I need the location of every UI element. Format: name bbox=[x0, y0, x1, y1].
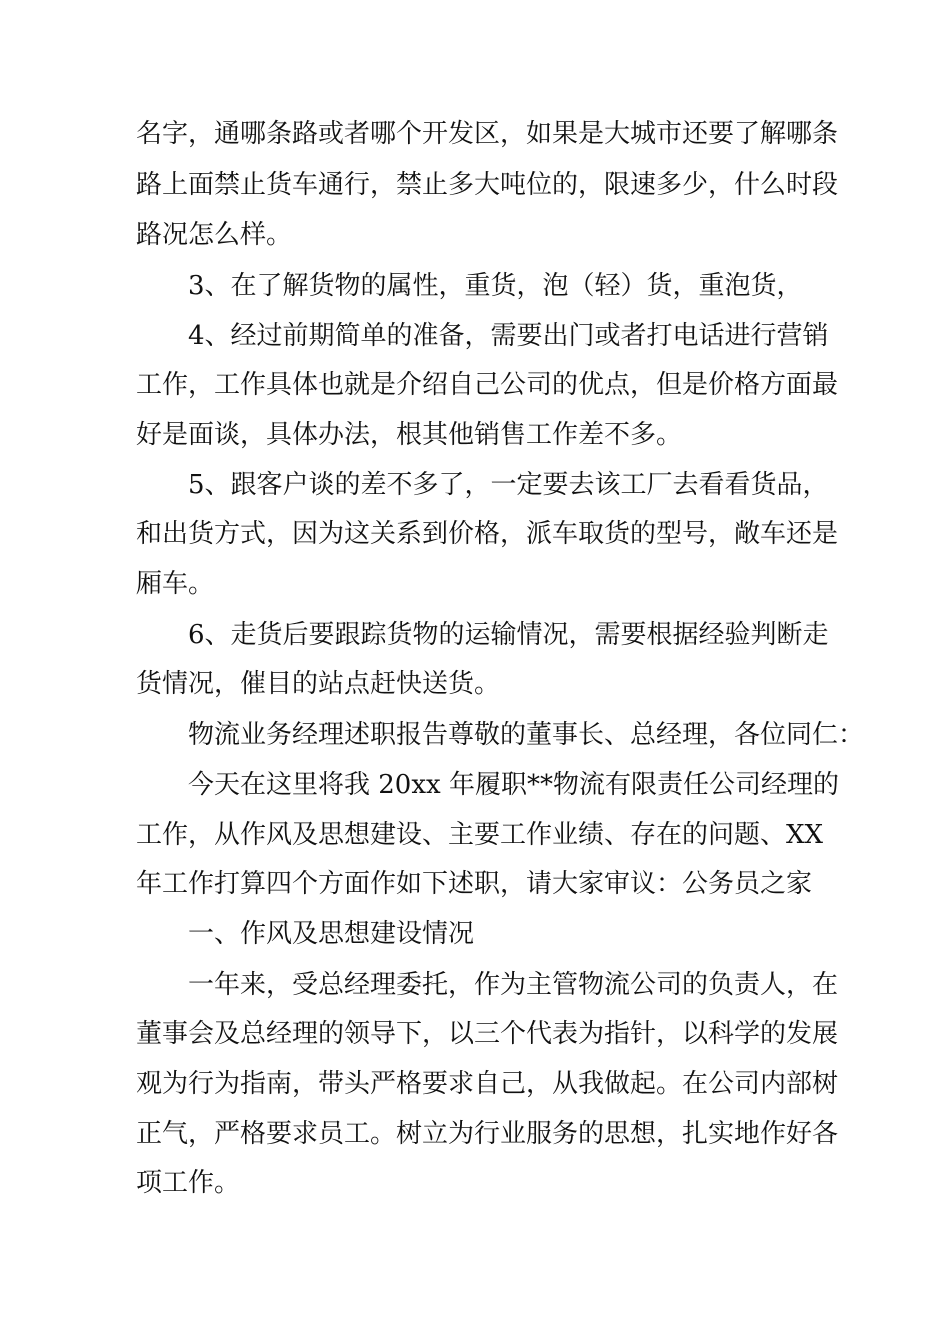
text-line: 3、在了解货物的属性，重货，泡（轻）货，重泡货， bbox=[188, 271, 803, 301]
text-line: 观为行为指南，带头严格要求自己，从我做起。在公司内部树 bbox=[136, 1069, 839, 1099]
text-line: 4、经过前期简单的准备，需要出门或者打电话进行营销 bbox=[188, 321, 829, 351]
text-line: 名字，通哪条路或者哪个开发区，如果是大城市还要了解哪条 bbox=[136, 119, 839, 149]
text-line: 今天在这里将我 20xx 年履职**物流有限责任公司经理的 bbox=[188, 770, 839, 800]
text-line: 和出货方式，因为这关系到价格，派车取货的型号，敞车还是 bbox=[136, 519, 839, 549]
text-line: 一、作风及思想建设情况 bbox=[188, 919, 475, 949]
text-line: 5、跟客户谈的差不多了，一定要去该工厂去看看货品， bbox=[188, 470, 829, 500]
text-line: 工作，从作风及思想建设、主要工作业绩、存在的问题、XX bbox=[136, 820, 824, 850]
text-line: 路上面禁止货车通行，禁止多大吨位的，限速多少，什么时段 bbox=[136, 170, 839, 200]
text-line: 正气，严格要求员工。树立为行业服务的思想，扎实地作好各 bbox=[136, 1119, 839, 1149]
text-line: 年工作打算四个方面作如下述职，请大家审议：公务员之家 bbox=[136, 869, 813, 899]
text-line: 好是面谈，具体办法，根其他销售工作差不多。 bbox=[136, 420, 683, 450]
text-line: 6、走货后要跟踪货物的运输情况，需要根据经验判断走 bbox=[188, 620, 829, 650]
text-line: 货情况，催目的站点赶快送货。 bbox=[136, 669, 501, 699]
text-line: 路况怎么样。 bbox=[136, 220, 293, 250]
text-line: 工作，工作具体也就是介绍自己公司的优点，但是价格方面最 bbox=[136, 370, 839, 400]
text-line: 物流业务经理述职报告尊敬的董事长、总经理，各位同仁： bbox=[188, 720, 865, 750]
text-line: 厢车。 bbox=[136, 569, 215, 599]
text-line: 一年来，受总经理委托，作为主管物流公司的负责人，在 bbox=[188, 970, 839, 1000]
text-line: 董事会及总经理的领导下，以三个代表为指针，以科学的发展 bbox=[136, 1019, 839, 1049]
text-line: 项工作。 bbox=[136, 1168, 241, 1198]
